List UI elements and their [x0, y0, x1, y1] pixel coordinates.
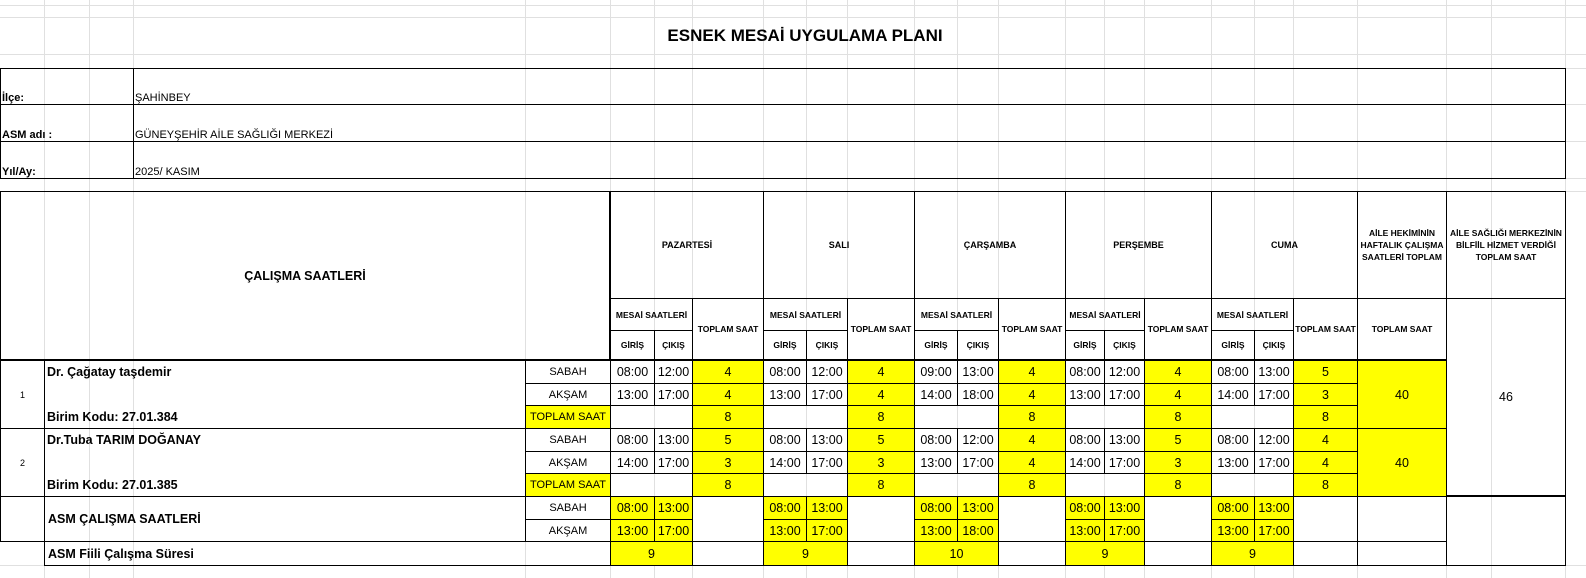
asm-fiili-label: ASM Fiili Çalışma Süresi — [44, 541, 611, 566]
empty-cell — [914, 473, 999, 497]
cikis-header: ÇIKIŞ — [1254, 330, 1294, 360]
ilce-label: İlçe: — [2, 92, 25, 104]
giris-header: GİRİŞ — [914, 330, 958, 360]
aksam-hours: 4 — [998, 383, 1066, 406]
giris-time: 09:00 — [914, 360, 958, 384]
gridline — [0, 54, 1586, 55]
toplam-saat-label: TOPLAM SAAT — [525, 473, 611, 497]
empty-cell — [1211, 473, 1294, 497]
hekim-haftalik-header: AİLE HEKİMİNİN HAFTALIK ÇALIŞMA SAATLERİ TOPLAM — [1357, 191, 1447, 299]
gridline — [0, 5, 1586, 6]
empty-cell — [998, 496, 1066, 542]
cikis-time: 13:00 — [806, 428, 848, 452]
giris-time: 13:00 — [1211, 451, 1255, 474]
cikis-time: 18:00 — [957, 383, 999, 406]
day-total: 8 — [692, 405, 764, 429]
empty-cell — [1357, 496, 1447, 542]
sabah-hours: 5 — [1293, 360, 1358, 384]
asm-cikis: 13:00 — [654, 496, 693, 520]
cikis-time: 12:00 — [1254, 428, 1294, 452]
sabah-hours: 5 — [847, 428, 915, 452]
hekim-toplam-header: TOPLAM SAAT — [1357, 298, 1447, 360]
day-total: 8 — [847, 473, 915, 497]
day-total: 8 — [1144, 473, 1212, 497]
giris-time: 14:00 — [1065, 451, 1105, 474]
aksam-label: AKŞAM — [525, 519, 611, 542]
birim-kodu: Birim Kodu: 27.01.384 — [47, 409, 178, 424]
aksam-hours: 4 — [692, 383, 764, 406]
asm-giris: 13:00 — [914, 519, 958, 542]
weekly-total: 40 — [1357, 360, 1447, 429]
asm-fiili-value: 9 — [1065, 541, 1145, 566]
empty-cell — [1446, 496, 1566, 566]
cikis-time: 12:00 — [806, 360, 848, 384]
giris-time: 08:00 — [610, 428, 655, 452]
mesai-saatleri-header: MESAİ SAATLERİ — [610, 298, 693, 331]
cikis-header: ÇIKIŞ — [806, 330, 848, 360]
empty-cell — [1211, 405, 1294, 429]
sabah-label: SABAH — [525, 496, 611, 520]
sabah-hours: 4 — [998, 360, 1066, 384]
cikis-time: 13:00 — [957, 360, 999, 384]
mesai-saatleri-header: MESAİ SAATLERİ — [763, 298, 848, 331]
empty-cell — [692, 496, 764, 542]
aksam-hours: 4 — [998, 451, 1066, 474]
asm-value: GÜNEYŞEHİR AİLE SAĞLIĞI MERKEZİ — [135, 129, 334, 141]
asm-giris: 13:00 — [1065, 519, 1105, 542]
mesai-saatleri-header: MESAİ SAATLERİ — [1065, 298, 1145, 331]
giris-time: 08:00 — [1211, 360, 1255, 384]
empty-cell — [610, 473, 693, 497]
sabah-hours: 4 — [1144, 360, 1212, 384]
asm-label: ASM adı : — [2, 129, 53, 141]
asm-giris: 08:00 — [1211, 496, 1255, 520]
cikis-time: 12:00 — [957, 428, 999, 452]
empty-cell — [1293, 541, 1358, 566]
calisma-saatleri-header: ÇALIŞMA SAATLERİ — [0, 191, 610, 360]
asm-cikis: 13:00 — [957, 496, 999, 520]
cikis-time: 13:00 — [1254, 360, 1294, 384]
info-divider — [133, 68, 134, 178]
cikis-header: ÇIKIŞ — [1104, 330, 1145, 360]
giris-time: 14:00 — [610, 451, 655, 474]
asm-cikis: 13:00 — [1104, 496, 1145, 520]
cikis-time: 17:00 — [654, 451, 693, 474]
giris-time: 13:00 — [610, 383, 655, 406]
sabah-label: SABAH — [525, 428, 611, 452]
cikis-header: ÇIKIŞ — [654, 330, 693, 360]
cikis-time: 17:00 — [1254, 451, 1294, 474]
aksam-hours: 3 — [1293, 383, 1358, 406]
toplam-saat-header: TOPLAM SAAT — [1293, 298, 1358, 360]
giris-time: 08:00 — [1065, 428, 1105, 452]
asm-giris: 13:00 — [610, 519, 655, 542]
cikis-time: 17:00 — [654, 383, 693, 406]
day-total: 8 — [998, 405, 1066, 429]
asm-cikis: 17:00 — [654, 519, 693, 542]
giris-header: GİRİŞ — [763, 330, 807, 360]
asm-giris: 08:00 — [610, 496, 655, 520]
toplam-saat-header: TOPLAM SAAT — [998, 298, 1066, 360]
empty-cell — [0, 496, 45, 542]
birim-kodu: Birim Kodu: 27.01.385 — [47, 477, 178, 492]
toplam-saat-label: TOPLAM SAAT — [525, 405, 611, 429]
asm-fiili-value: 9 — [1211, 541, 1294, 566]
empty-cell — [998, 541, 1066, 566]
empty-cell — [1357, 541, 1447, 566]
giris-header: GİRİŞ — [1065, 330, 1105, 360]
giris-time: 14:00 — [763, 451, 807, 474]
doctor-name: Dr.Tuba TARIM DOĞANAY — [47, 432, 201, 447]
cikis-time: 17:00 — [957, 451, 999, 474]
giris-time: 13:00 — [1065, 383, 1105, 406]
empty-cell — [692, 541, 764, 566]
sabah-hours: 4 — [847, 360, 915, 384]
toplam-saat-header: TOPLAM SAAT — [1144, 298, 1212, 360]
sabah-hours: 4 — [998, 428, 1066, 452]
asm-giris: 08:00 — [914, 496, 958, 520]
day-header: PERŞEMBE — [1065, 191, 1212, 299]
cikis-header: ÇIKIŞ — [957, 330, 999, 360]
day-total: 8 — [692, 473, 764, 497]
asm-bilfiil-header: AİLE SAĞLIĞI MERKEZİNİN BİLFİİL HİZMET VERDİĞİ TOPLAM SAAT — [1446, 191, 1566, 299]
asm-cikis: 17:00 — [806, 519, 848, 542]
giris-time: 08:00 — [1065, 360, 1105, 384]
toplam-saat-header: TOPLAM SAAT — [847, 298, 915, 360]
yilay-label: Yıl/Ay: — [2, 166, 36, 178]
weekly-total: 40 — [1357, 428, 1447, 497]
empty-cell — [763, 405, 848, 429]
asm-fiili-value: 10 — [914, 541, 999, 566]
cikis-time: 12:00 — [1104, 360, 1145, 384]
asm-cikis: 17:00 — [1104, 519, 1145, 542]
day-total: 8 — [847, 405, 915, 429]
asm-total: 46 — [1446, 298, 1566, 496]
giris-time: 08:00 — [1211, 428, 1255, 452]
giris-time: 08:00 — [610, 360, 655, 384]
empty-cell — [847, 541, 915, 566]
giris-time: 08:00 — [914, 428, 958, 452]
sabah-hours: 4 — [692, 360, 764, 384]
empty-cell — [1144, 541, 1212, 566]
cikis-time: 17:00 — [806, 451, 848, 474]
asm-hours-label: ASM ÇALIŞMA SAATLERİ — [44, 496, 526, 542]
toplam-saat-header: TOPLAM SAAT — [692, 298, 764, 360]
giris-time: 14:00 — [1211, 383, 1255, 406]
cikis-time: 12:00 — [654, 360, 693, 384]
empty-cell — [1065, 405, 1145, 429]
doctor-name: Dr. Çağatay taşdemir — [47, 364, 172, 379]
cikis-time: 17:00 — [1104, 451, 1145, 474]
aksam-hours: 3 — [1144, 451, 1212, 474]
row-number: 1 — [0, 360, 45, 429]
empty-cell — [847, 496, 915, 542]
giris-time: 14:00 — [914, 383, 958, 406]
cikis-time: 13:00 — [654, 428, 693, 452]
empty-cell — [763, 473, 848, 497]
aksam-hours: 4 — [1144, 383, 1212, 406]
day-total: 8 — [998, 473, 1066, 497]
day-header: CUMA — [1211, 191, 1358, 299]
empty-cell — [1293, 496, 1358, 542]
aksam-hours: 4 — [1293, 451, 1358, 474]
row-number: 2 — [0, 428, 45, 497]
asm-cikis: 18:00 — [957, 519, 999, 542]
mesai-saatleri-header: MESAİ SAATLERİ — [914, 298, 999, 331]
giris-header: GİRİŞ — [610, 330, 655, 360]
empty-cell — [914, 405, 999, 429]
day-header: PAZARTESİ — [610, 191, 764, 299]
page-title: ESNEK MESAİ UYGULAMA PLANI — [667, 25, 943, 45]
aksam-hours: 3 — [692, 451, 764, 474]
aksam-label: AKŞAM — [525, 383, 611, 406]
cikis-time: 17:00 — [1104, 383, 1145, 406]
asm-cikis: 13:00 — [1254, 496, 1294, 520]
day-total: 8 — [1293, 473, 1358, 497]
empty-cell — [610, 405, 693, 429]
asm-giris: 13:00 — [1211, 519, 1255, 542]
sabah-hours: 5 — [692, 428, 764, 452]
ilce-value: ŞAHİNBEY — [135, 92, 191, 104]
giris-time: 13:00 — [914, 451, 958, 474]
cikis-time: 13:00 — [1104, 428, 1145, 452]
asm-giris: 13:00 — [763, 519, 807, 542]
day-total: 8 — [1144, 405, 1212, 429]
cikis-time: 17:00 — [806, 383, 848, 406]
yilay-value: 2025/ KASIM — [135, 166, 200, 178]
aksam-label: AKŞAM — [525, 451, 611, 474]
giris-time: 08:00 — [763, 428, 807, 452]
giris-time: 08:00 — [763, 360, 807, 384]
sabah-hours: 4 — [1293, 428, 1358, 452]
asm-cikis: 13:00 — [806, 496, 848, 520]
asm-cikis: 17:00 — [1254, 519, 1294, 542]
sabah-label: SABAH — [525, 360, 611, 384]
empty-cell — [1144, 496, 1212, 542]
mesai-saatleri-header: MESAİ SAATLERİ — [1211, 298, 1294, 331]
giris-header: GİRİŞ — [1211, 330, 1255, 360]
aksam-hours: 3 — [847, 451, 915, 474]
empty-cell — [1065, 473, 1145, 497]
cikis-time: 17:00 — [1254, 383, 1294, 406]
aksam-hours: 4 — [847, 383, 915, 406]
sabah-hours: 5 — [1144, 428, 1212, 452]
day-header: ÇARŞAMBA — [914, 191, 1066, 299]
asm-fiili-value: 9 — [763, 541, 848, 566]
asm-giris: 08:00 — [1065, 496, 1105, 520]
day-total: 8 — [1293, 405, 1358, 429]
asm-fiili-value: 9 — [610, 541, 693, 566]
day-header: SALI — [763, 191, 915, 299]
giris-time: 13:00 — [763, 383, 807, 406]
asm-giris: 08:00 — [763, 496, 807, 520]
